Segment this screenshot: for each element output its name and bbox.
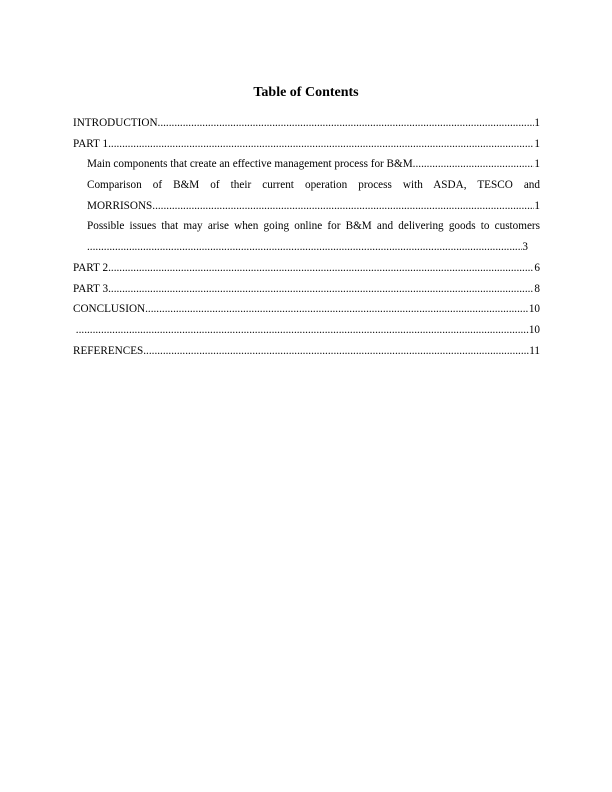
toc-entry-label-line: Possible issues that may arise when going online for B&M and delivering goods to customers [87, 220, 540, 233]
dot-leader [76, 320, 529, 341]
toc-entry-label: PART 3 [73, 282, 109, 295]
toc-entry-possible-issues[interactable] [73, 216, 540, 257]
toc-page-number: 1 [534, 199, 540, 212]
toc-page-number: 1 [534, 117, 540, 129]
toc-entry-part-1[interactable] [73, 134, 540, 155]
toc-entry-main-components[interactable] [73, 154, 540, 175]
toc-page-number: 10 [528, 323, 540, 336]
toc-entry-label: MORRISONS [87, 199, 153, 212]
toc-page-number: 1 [534, 158, 540, 171]
dot-leader [145, 299, 529, 320]
toc-page-number: 6 [534, 261, 540, 274]
toc-page-number: 8 [534, 282, 540, 295]
dot-leader [152, 196, 534, 217]
toc-entry-part-3[interactable] [73, 279, 540, 300]
toc-entry-references[interactable] [73, 341, 540, 362]
dot-leader [413, 154, 535, 175]
toc-page-number: 3 [522, 241, 528, 254]
toc-entry-label-line: Comparison of B&M of their current operation process with ASDA, TESCO and [87, 179, 540, 192]
toc-entry-conclusion[interactable] [73, 299, 540, 320]
toc-entry-part-2[interactable] [73, 258, 540, 279]
toc-entry-comparison[interactable] [73, 175, 540, 216]
toc-title: Table of Contents [253, 85, 359, 100]
toc-entry-label: REFERENCES [73, 344, 144, 357]
toc-entry-label: INTRODUCTION [73, 117, 158, 129]
dot-leader [87, 237, 522, 258]
toc-page-number: 11 [529, 344, 540, 357]
toc-entry-blank[interactable] [73, 320, 540, 341]
dot-leader [108, 279, 534, 300]
toc-page-number: 1 [534, 137, 540, 150]
dot-leader [108, 134, 534, 155]
toc-entry-possible-issues-end [87, 237, 528, 258]
dot-leader [108, 258, 534, 279]
toc-page-number: 10 [528, 303, 540, 316]
toc-entry-label: CONCLUSION [73, 303, 146, 316]
toc-entry-introduction[interactable] [73, 113, 540, 134]
dot-leader [143, 341, 529, 362]
toc-entry-comparison-end [87, 196, 540, 217]
toc-entry-label: PART 1 [73, 137, 109, 150]
toc-entry-label: PART 2 [73, 261, 109, 274]
toc-entry-label: Main components that create an effective management process for B&M [87, 158, 413, 171]
dot-leader [158, 113, 535, 134]
table-of-contents [73, 113, 540, 361]
